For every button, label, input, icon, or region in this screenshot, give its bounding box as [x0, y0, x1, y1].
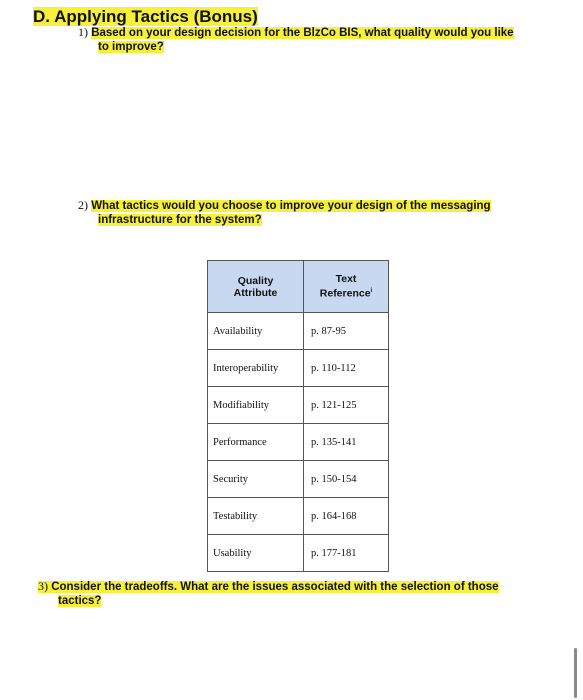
table-row [208, 424, 389, 461]
table-row [208, 535, 389, 572]
question-2-number: 2) [78, 198, 88, 212]
attribute-cell: Availability [208, 313, 304, 350]
quality-attributes-table [207, 260, 389, 572]
question-2-line-2: infrastructure for the system? [98, 214, 262, 226]
table-row [208, 498, 389, 535]
reference-cell: p. 110-112 [304, 350, 389, 387]
attribute-cell: Modifiability [208, 387, 304, 424]
question-1 [78, 25, 548, 54]
question-2 [78, 198, 518, 227]
question-2-line-1: What tactics would you choose to improve your design of the messaging [91, 200, 491, 212]
table-row [208, 313, 389, 350]
section-heading-text: D. Applying Tactics (Bonus) [33, 7, 258, 26]
question-3-number: 3) [38, 579, 48, 593]
scrollbar-thumb[interactable] [574, 648, 577, 698]
attribute-cell: Usability [208, 535, 304, 572]
section-heading [33, 7, 258, 27]
question-1-line-1: Based on your design decision for the BlzCo BIS, what quality would you like [91, 27, 514, 39]
reference-cell: p. 87-95 [304, 313, 389, 350]
question-1-number: 1) [78, 25, 88, 39]
question-3 [38, 579, 538, 608]
table-header-row [208, 261, 389, 313]
reference-cell: p. 135-141 [304, 424, 389, 461]
table-row [208, 461, 389, 498]
question-1-line-2: to improve? [98, 41, 164, 53]
attribute-cell: Performance [208, 424, 304, 461]
attribute-cell: Interoperability [208, 350, 304, 387]
table-row [208, 387, 389, 424]
reference-cell: p. 177-181 [304, 535, 389, 572]
reference-cell: p. 121-125 [304, 387, 389, 424]
reference-cell: p. 150-154 [304, 461, 389, 498]
question-3-line-1: Consider the tradeoffs. What are the issues associated with the selection of those [51, 581, 499, 593]
header-quality-attribute: Quality Attribute [208, 261, 304, 313]
attribute-cell: Testability [208, 498, 304, 535]
table-row [208, 350, 389, 387]
reference-cell: p. 164-168 [304, 498, 389, 535]
attribute-cell: Security [208, 461, 304, 498]
header-text-reference: Text Reference$^i$ [304, 261, 389, 313]
question-3-line-2: tactics? [58, 595, 102, 607]
